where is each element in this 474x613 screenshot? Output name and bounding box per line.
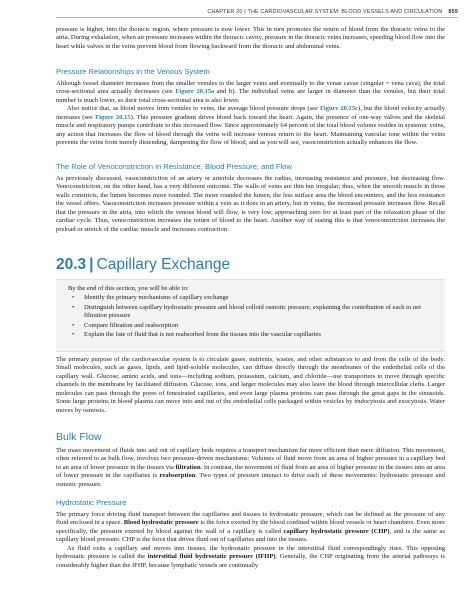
hydrostatic-heading: Hydrostatic Pressure	[56, 498, 127, 507]
top-continuation	[56, 26, 445, 51]
venous-heading: Pressure Relationships in the Venous System	[56, 67, 210, 76]
bulk-flow-paragraph: The mass movement of fluids into and out of capillary beds requires a transport mechanism far more efficient than mere diffusion. This movement, often referred to as bulk flow, involves two pressure-driven mechanisms: Volumes of fluid move from an area of higher pressure in a capillary bed to an area of lower pressure in the tissues via filtration. In contrast, the movement of fluid from an area of higher pressure in the tissues into an area of lower pressure in the capillaries is reabsorption. Two types of pressure interact to drive each of these movements: hydrostatic pressure and osmotic pressure.	[56, 447, 445, 488]
figure-link[interactable]: Figure 20.15	[319, 105, 356, 113]
bulk-flow-heading: Bulk Flow	[56, 431, 102, 443]
key-term: interstitial fluid hydrostatic pressure (IFHP)	[147, 553, 276, 561]
venous-paragraph-1: Although vessel diameter increases from the smaller venules to the larger veins and eventually to the venae cavae (singular = vena cava), the total cross-sectional area actually decreases (see Figure 20.15a and b). The individual veins are larger in diameter than the venules, but their total number is much lower, so their total cross-sectional area is also lower.	[56, 80, 445, 104]
bullet-icon: •	[72, 331, 75, 339]
capillary-intro	[56, 356, 445, 415]
figure-link[interactable]: Figure 20.15	[95, 113, 131, 121]
objective-item: • Identify the primary mechanisms of capillary exchange	[72, 294, 229, 301]
page-number: 859	[448, 9, 458, 15]
objective-item: • Distinguish between capillary hydrostatic pressure and blood colloid osmotic pressure, explaining the contribution of each to net filtration pressure	[72, 303, 421, 319]
key-term: capillary hydrostatic pressure (CHP)	[283, 527, 390, 535]
objective-item: • Compare filtration and reabsorption	[72, 321, 178, 329]
key-term: reabsorption	[159, 472, 196, 480]
key-term: filtration	[175, 463, 201, 471]
bullet-icon: •	[72, 294, 75, 301]
venous-paragraph-2: Also notice that, as blood moves from venules to veins, the average blood pressure drops (see Figure 20.15c), but the blood velocity actually increases (see Figure 20.15). This pressure gradient drives blood back toward the heart. Again, the presence of one-way valves and the skeletal muscle and respiratory pumps contribute to this increased flow. Since approximately 64 percent of the total blood volume resides in systemic veins, any action that increases the flow of blood through the veins will increase venous return to the heart. Maintaining vascular tone within the veins prevents the veins from merely distending, dampening the flow of blood, and as you will see, vasoconstriction actually enhances the flow.	[56, 105, 445, 147]
objective-item: • Explain the fate of fluid that is not reabsorbed from the tissues into the vascular capillaries	[72, 331, 321, 339]
continuation-paragraph: pressure is higher, into the thoracic region, where pressure is now lower. This in turn promotes the return of blood from the thoracic veins to the atria. During exhalation, when air pressure increases within the thoracic cavity, pressure in the thoracic veins increases, speeding blood flow into the heart while valves in the veins prevent blood from flowing backward from the thoracic and abdominal veins.	[56, 26, 445, 50]
venous-section	[56, 67, 445, 148]
objectives-intro: By the end of this section, you will be able to:	[68, 285, 189, 292]
objectives-list	[68, 294, 428, 341]
bullet-icon: •	[72, 303, 75, 311]
running-header	[207, 9, 458, 15]
bullet-icon: •	[72, 321, 75, 329]
running-title: CHAPTER 20 | THE CARDIOVASCULAR SYSTEM: BLOOD VESSELS AND CIRCULATION	[207, 9, 443, 15]
figure-link-b[interactable]: b	[228, 88, 233, 96]
learning-objectives-box	[56, 279, 445, 352]
venoconstriction-paragraph: As previously discussed, vasoconstriction of an artery or arteriole decreases the radius, increasing resistance and pressure, but decreasing flow. Venoconstriction, on the other hand, has a very different outcome. The walls of veins are thin but irregular; thus, when the smooth muscle in those walls constricts, the lumen becomes more rounded. The more rounded the lumen, the less surface area the blood encounters, and the less resistance the vessel offers. Vasoconstriction increases pressure within a vein as it does in an artery, but in veins, the increased pressure increases flow. Recall that the pressure in the atria, into which the venous blood will flow, is very low, approaching zero for at least part of the relaxation phase of the cardiac cycle. Thus, venoconstriction increases the return of blood to the heart. Another way of stating this is that venoconstriction increases the preload or stretch of the cardiac muscle and increases contraction.	[56, 175, 445, 233]
hydrostatic-section	[56, 498, 445, 570]
venoconstriction-section	[56, 162, 445, 234]
section-number: 20.3	[56, 256, 87, 273]
section-name: Capillary Exchange	[96, 256, 231, 273]
section-divider: |	[89, 256, 94, 273]
key-term: Blood hydrostatic pressure	[123, 519, 199, 527]
figure-link[interactable]: Figure 20.15	[175, 88, 212, 96]
hydrostatic-paragraph-2: As fluid exits a capillary and moves into tissues, the hydrostatic pressure in the interstitial fluid correspondingly rises. This opposing hydrostatic pressure is called the interstitial fluid hydrostatic pressure (IFHP). Generally, the CHP originating from the arterial pathways is considerably higher than the IFHP, because lymphatic vessels are continually	[56, 544, 445, 569]
venoconstriction-heading: The Role of Venoconstriction in Resistance, Blood Pressure, and Flow	[56, 162, 292, 171]
section-title	[56, 256, 230, 274]
capillary-paragraph: The primary purpose of the cardiovascular system is to circulate gases, nutrients, wastes, and other substances to and from the cells of the body. Small molecules, such as gases, lipids, and lipid-soluble molecules, can diffuse directly through the membranes of the endothelial cells of the capillary wall. Glucose, amino acids, and ions—including sodium, potassium, calcium, and chloride—use transporters to move through specific channels in the membrane by facilitated diffusion. Glucose, ions, and larger molecules may also leave the blood through intercellular clefts. Larger molecules can pass through the pores of fenestrated capillaries, and even large plasma proteins can pass through the great gaps in the sinusoids. Some large proteins in blood plasma can move into and out of the endothelial cells packaged within vesicles by endocytosis and exocytosis. Water moves by osmosis.	[56, 356, 445, 414]
header-rule	[56, 17, 458, 18]
bulk-flow-section	[56, 431, 445, 489]
hydrostatic-paragraph-1: The primary force driving fluid transport between the capillaries and tissues is hydrostatic pressure, which can be defined as the pressure of any fluid enclosed in a space. Blood hydrostatic pressure is the force exerted by the blood confined within blood vessels or heart chambers. Even more specifically, the pressure exerted by blood against the wall of a capillary is called capillary hydrostatic pressure (CHP), and is the same as capillary blood pressure. CHP is the force that drives fluid out of capillaries and into the tissues.	[56, 511, 446, 544]
